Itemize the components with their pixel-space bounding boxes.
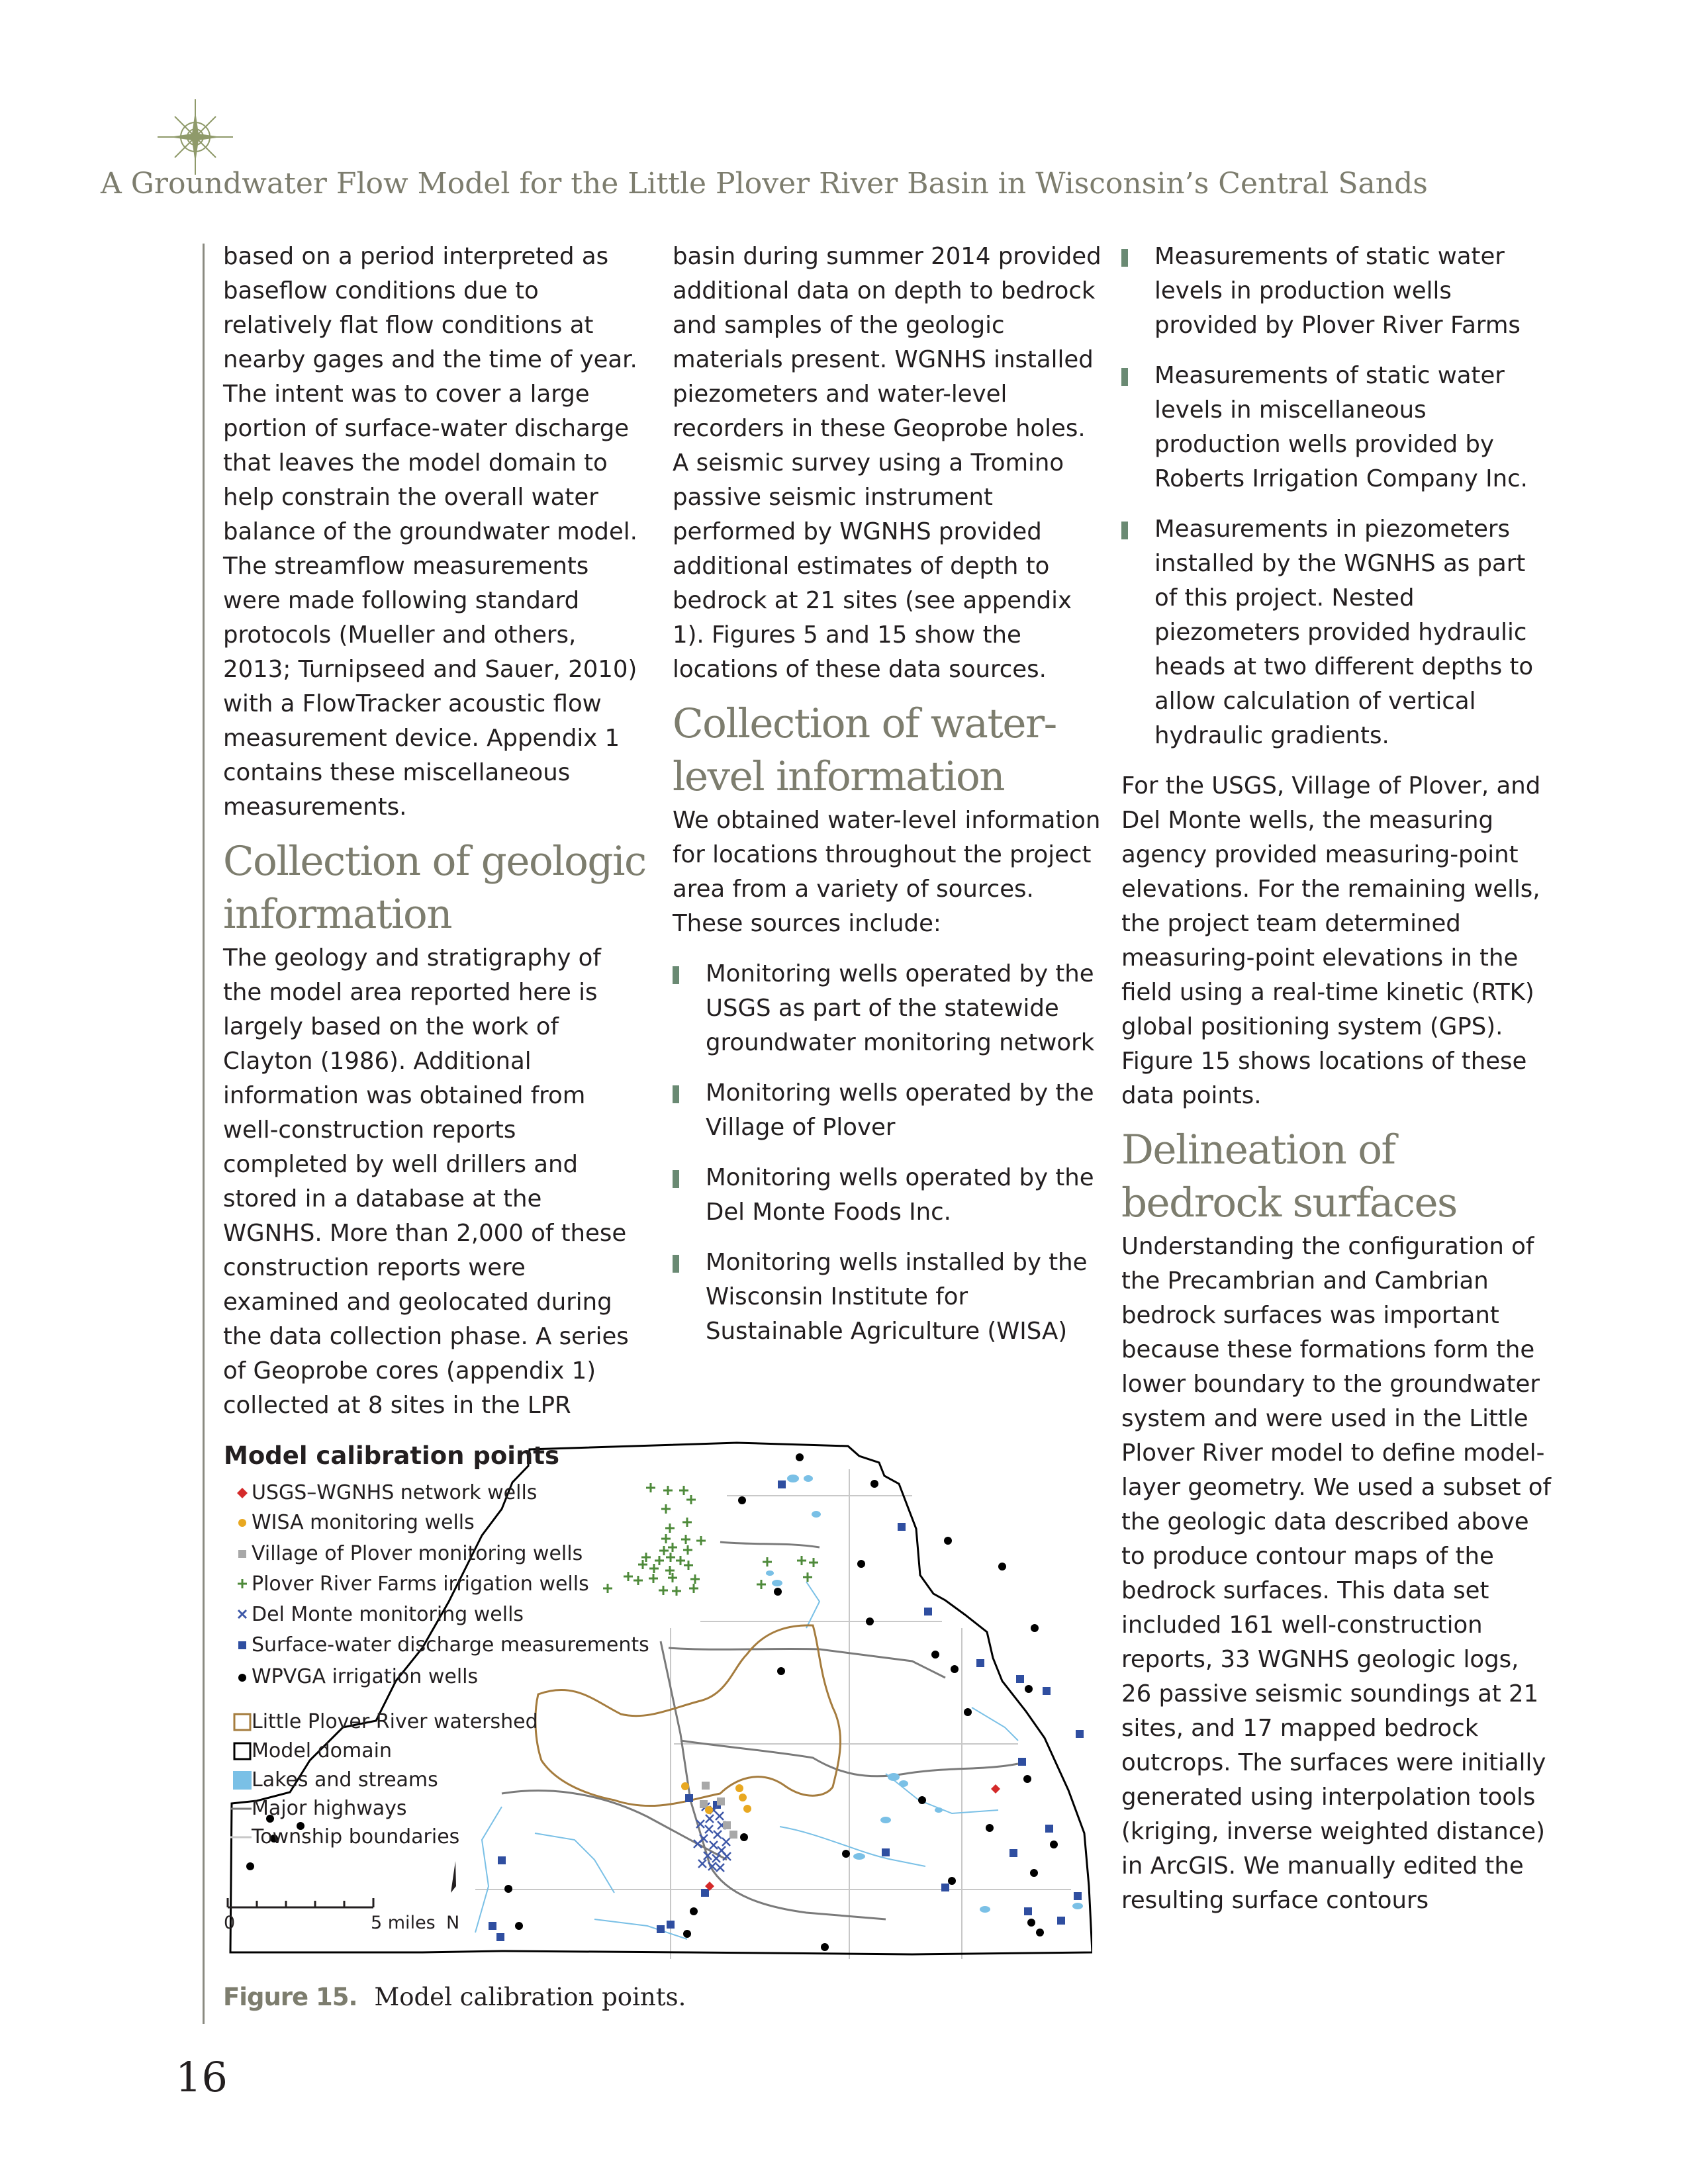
legend-label: Surface-water discharge measurements (252, 1633, 649, 1657)
legend-label: WPVGA irrigation wells (252, 1665, 479, 1688)
surface-water-marker (778, 1480, 786, 1488)
surface-water-marker (1024, 1907, 1032, 1915)
farms-well-marker (686, 1495, 696, 1504)
legend-label: Little Plover River watershed (252, 1710, 538, 1733)
north-label: N (446, 1913, 460, 1933)
legend-label: Village of Plover monitoring wells (252, 1542, 583, 1565)
surface-water-marker (489, 1922, 496, 1930)
legend-label: Major highways (252, 1797, 407, 1820)
farms-well-marker (633, 1576, 643, 1585)
wpvga-well-marker (951, 1665, 959, 1673)
delmonte-well-marker (705, 1825, 713, 1833)
legend-label: Township boundaries (252, 1825, 460, 1848)
wpvga-well-marker (931, 1651, 939, 1659)
surface-water-marker (1016, 1675, 1024, 1683)
figure-15-map (224, 1430, 1092, 1959)
farms-well-marker (676, 1556, 685, 1565)
farms-well-marker (649, 1564, 659, 1573)
section-heading-bedrock: Delineation of bedrock surfaces (1121, 1126, 1457, 1226)
delmonte-well-marker (716, 1864, 724, 1872)
surface-water-marker (898, 1523, 906, 1531)
plover-well-marker (717, 1797, 725, 1805)
surface-water-marker (685, 1794, 693, 1802)
farms-well-marker (663, 1486, 673, 1495)
wpvga-well-marker (998, 1563, 1006, 1570)
wpvga-well-marker (1025, 1685, 1033, 1693)
farms-well-marker (803, 1572, 812, 1582)
wpvga-well-marker (777, 1667, 785, 1675)
legend-label: Model domain (252, 1739, 392, 1762)
delmonte-well-marker (698, 1860, 706, 1868)
farms-well-marker (661, 1534, 671, 1543)
list-item: Monitoring wells operated by the Village of Plover (673, 1076, 1103, 1145)
surface-water-marker (657, 1925, 665, 1933)
section-heading-geologic: Collection of geologic information (223, 838, 646, 938)
wpvga-well-marker (918, 1796, 926, 1804)
wpvga-well-marker (796, 1453, 804, 1461)
wpvga-well-marker (857, 1560, 865, 1568)
plover-well-marker (702, 1782, 710, 1790)
compass-logo-icon (156, 98, 234, 176)
farms-well-marker (624, 1572, 633, 1581)
wpvga-well-marker (944, 1537, 952, 1545)
plover-well-marker (700, 1800, 708, 1808)
figure-caption (223, 1983, 686, 2011)
sources-list-continued (1121, 240, 1552, 753)
column-rule (203, 244, 205, 2024)
wpvga-well-marker (1027, 1919, 1035, 1927)
farms-well-marker (659, 1546, 669, 1555)
wpvga-well-marker (842, 1850, 850, 1858)
surface-water-marker (496, 1933, 504, 1941)
lakes (766, 1475, 1083, 1913)
farms-well-marker (681, 1535, 690, 1544)
body-paragraph: The geology and stratigraphy of the model area reported here is largely based on the work of Clayton (1986). Additional information was obtained from well-construction reports completed by well drillers and stored in a database at the WGNHS. More than 2,000 of these construction reports were examined and geolocated during the data collection phase. A series of Geoprobe cores (appendix 1) collected at 8 sites in the LPR (223, 944, 629, 1419)
farms-well-marker (690, 1574, 700, 1584)
plover-well-marker (723, 1821, 731, 1829)
farms-well-marker (797, 1556, 806, 1565)
wpvga-well-marker (964, 1708, 972, 1716)
surface-water-marker (1057, 1917, 1065, 1925)
wpvga-well-marker (866, 1617, 874, 1625)
farms-well-marker (603, 1584, 612, 1593)
wpvga-well-marker (738, 1496, 746, 1504)
column-1 (223, 240, 647, 1423)
figure-label: Figure 15. (223, 1983, 357, 2011)
delmonte-well-marker (710, 1841, 718, 1849)
scale-start-label: 0 (224, 1913, 236, 1933)
wisa-well-marker (735, 1784, 743, 1792)
wpvga-well-marker (774, 1588, 782, 1596)
column-3 (1121, 240, 1552, 1918)
section-heading-water-level: Collection of water-level information (673, 700, 1056, 800)
farms-well-marker (763, 1557, 772, 1567)
legend-label: Plover River Farms irrigation wells (252, 1572, 589, 1596)
farms-well-marker (684, 1561, 693, 1570)
sources-list (673, 957, 1103, 1349)
delmonte-well-marker (722, 1838, 730, 1846)
legend-label: USGS–WGNHS network wells (252, 1481, 538, 1504)
farms-well-marker (679, 1486, 688, 1495)
delmonte-well-marker (714, 1831, 722, 1839)
wpvga-well-marker (1023, 1775, 1031, 1783)
body-paragraph: Understanding the configuration of the Precambrian and Cambrian bedrock surfaces was important because these formations form the lower boundary to the groundwater system and were used in the Little Plover River model to define model-layer geometry. We used a subset of the geologic data described above to produce contour maps of the bedrock surfaces. This data set included 161 well-construction reports, 33 WGNHS geologic logs, 26 passive seismic soundings at 21 sites, and 17 mapped bedrock outcrops. The surfaces were initially generated using interpolation tools (kriging, inverse weighted distance) in ArcGIS. We manually edited the resulting surface contours (1121, 1233, 1552, 1914)
list-item: Monitoring wells installed by the Wisconsin Institute for Sustainable Agriculture (WISA) (673, 1246, 1103, 1349)
farms-well-marker (689, 1584, 698, 1593)
farms-well-marker (661, 1504, 671, 1514)
wpvga-well-marker (690, 1907, 698, 1915)
surface-water-marker (1076, 1730, 1084, 1738)
surface-water-marker (941, 1884, 949, 1891)
surface-water-marker (1074, 1892, 1082, 1900)
wpvga-well-marker (246, 1862, 254, 1870)
body-paragraph: basin during summer 2014 provided additional data on depth to bedrock and samples of the geologic materials present. WGNHS installed piezometers and water-level recorders in these Geoprobe holes. A seismic survey using a Tromino passive seismic instrument performed by WGNHS provided additional estimates of depth to bedrock at 21 sites (see appendix 1). Figures 5 and 15 show the locations of these data sources. (673, 243, 1102, 683)
wisa-well-marker (739, 1794, 747, 1801)
list-item: Measurements of static water levels in production wells provided by Plover River Farms (1121, 240, 1552, 343)
delmonte-well-marker (716, 1812, 724, 1820)
scale-end-label: 5 miles (371, 1913, 436, 1933)
north-arrow-icon (451, 1861, 456, 1893)
delmonte-well-marker (706, 1815, 714, 1823)
wpvga-well-marker (870, 1480, 878, 1488)
body-paragraph: based on a period interpreted as baseflow conditions due to relatively flat flow conditions at nearby gages and the time of year. The intent was to cover a large portion of surface-water discharge that leaves the model domain to help constrain the overall water balance of the groundwater model. The streamflow measurements were made following standard protocols (Mueller and others, 2013; Turnipseed and Sauer, 2010) with a FlowTracker acoustic flow measurement device. Appendix 1 contains these miscellaneous measurements. (223, 243, 637, 821)
farms-well-marker (665, 1524, 675, 1533)
farms-well-marker (655, 1556, 664, 1565)
wpvga-well-marker (1050, 1841, 1058, 1848)
surface-water-marker (882, 1848, 890, 1856)
surface-water-marker (667, 1921, 675, 1929)
wisa-well-marker (743, 1805, 751, 1813)
farms-well-marker (668, 1543, 677, 1552)
body-paragraph: For the USGS, Village of Plover, and Del Monte wells, the measuring agency provided measuring-point elevations. For the remaining wells, the project team determined measuring-point elevations in the field using a real-time kinetic (RTK) global positioning system (GPS). Figure 15 shows locations of these data points. (1121, 772, 1541, 1109)
list-item: Monitoring wells operated by the USGS as part of the statewide groundwater monitoring network (673, 957, 1103, 1060)
wpvga-well-marker (986, 1824, 994, 1832)
surface-water-marker (1045, 1825, 1053, 1833)
farms-well-marker (666, 1553, 675, 1562)
running-header: A Groundwater Flow Model for the Little Plover River Basin in Wisconsin’s Central Sands (101, 167, 1428, 201)
farms-well-marker (809, 1558, 818, 1567)
surface-water-marker (1043, 1687, 1051, 1695)
plover-well-marker (729, 1831, 737, 1839)
legend-label: Del Monte monitoring wells (252, 1603, 524, 1626)
farms-well-marker (649, 1574, 658, 1583)
farms-well-marker (757, 1580, 766, 1589)
wisa-well-marker (705, 1806, 713, 1814)
wpvga-well-marker (821, 1943, 829, 1951)
surface-water-marker (1009, 1849, 1017, 1857)
list-item: Measurements of static water levels in miscellaneous production wells provided by Roberts Irrigation Company Inc. (1121, 359, 1552, 496)
farms-well-marker (672, 1586, 681, 1596)
wpvga-well-marker (504, 1885, 512, 1893)
wpvga-well-marker (740, 1833, 748, 1841)
surface-water-marker (976, 1659, 984, 1667)
surface-water-marker (924, 1608, 932, 1615)
wpvga-well-marker (1031, 1624, 1039, 1632)
wpvga-well-marker (1036, 1929, 1044, 1936)
wisa-well-marker (681, 1782, 689, 1790)
delmonte-well-marker (694, 1840, 702, 1848)
column-2 (673, 240, 1103, 1365)
legend-title: Model calibration points (224, 1441, 559, 1470)
farms-well-marker (659, 1586, 668, 1595)
body-paragraph: We obtained water-level information for locations throughout the project area from a variety of sources. These sources include: (673, 807, 1101, 937)
farms-well-marker (682, 1518, 692, 1527)
legend-label: WISA monitoring wells (252, 1511, 475, 1534)
farms-well-marker (696, 1536, 706, 1545)
delmonte-well-marker (712, 1854, 720, 1862)
list-item: Measurements in piezometers installed by the WGNHS as part of this project. Nested piezometers provided hydraulic heads at two different depths to allow calculation of vertical hydraulic gradients. (1121, 512, 1552, 753)
caption-text: Model calibration points. (374, 1983, 686, 2011)
legend-label: Lakes and streams (252, 1768, 438, 1792)
surface-water-marker (1018, 1758, 1026, 1766)
surface-water-marker (498, 1856, 506, 1864)
wpvga-well-marker (515, 1922, 523, 1930)
farms-well-marker (646, 1483, 655, 1492)
scale-bar (228, 1898, 373, 1907)
farms-well-marker (683, 1545, 692, 1555)
list-item: Monitoring wells operated by the Del Monte Foods Inc. (673, 1161, 1103, 1230)
wpvga-well-marker (1030, 1869, 1038, 1877)
wpvga-well-marker (683, 1930, 691, 1938)
usgs-well-marker (991, 1784, 1000, 1794)
surface-water-marker (701, 1889, 709, 1897)
page-number: 16 (175, 2053, 228, 2101)
